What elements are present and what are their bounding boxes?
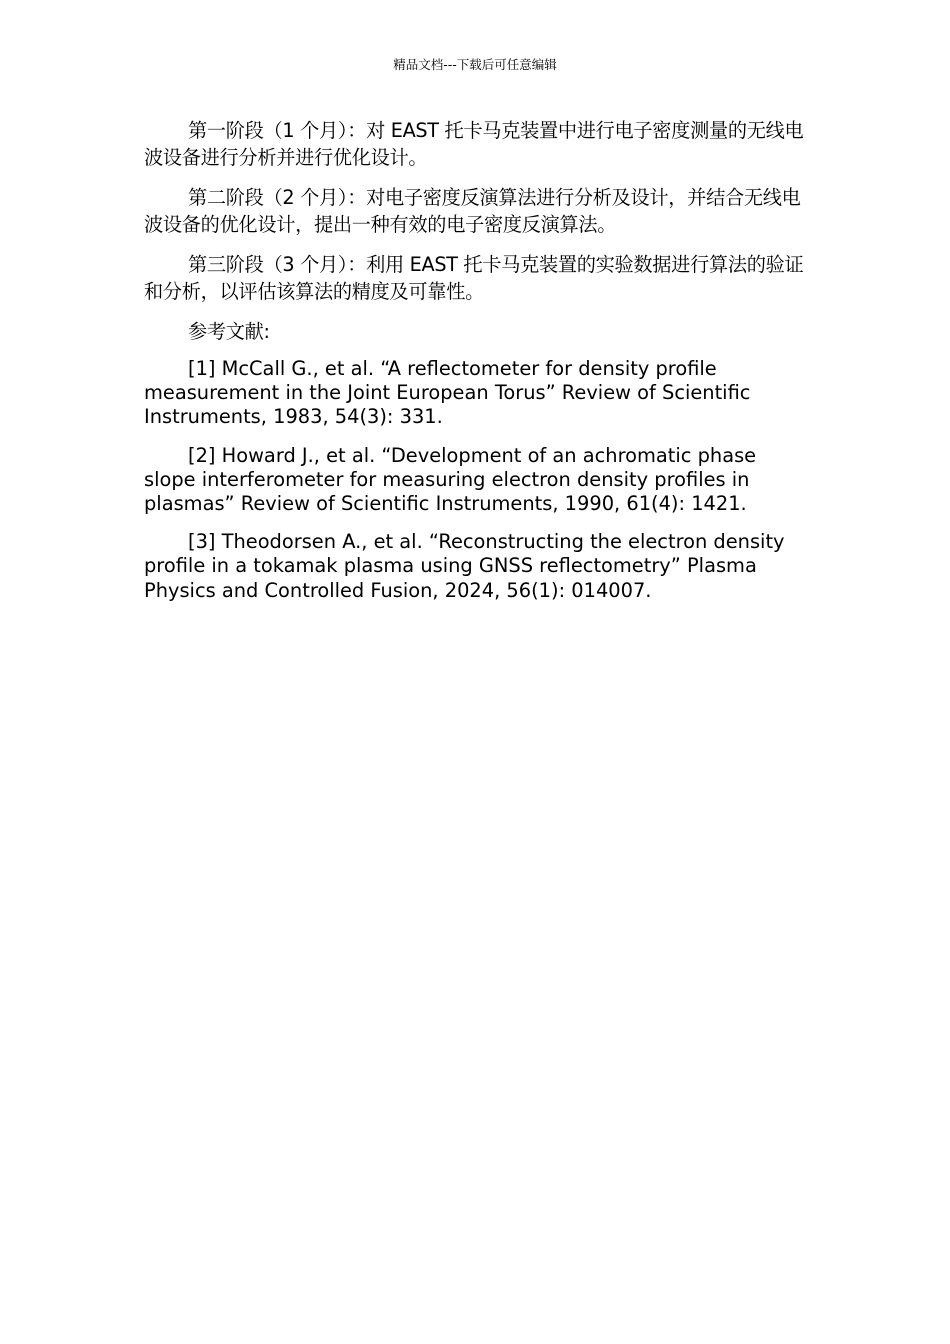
document-body	[144, 117, 809, 617]
reference-item-2: [2] Howard J., et al. “Development of an achromatic phase slope interferometer for measuring electron density profiles in plasmas” Review of Scientific Instruments, 1990, 61(4): 1421.	[144, 443, 757, 516]
paragraph-stage-1: 第一阶段（1 个月）：对 EAST 托卡马克装置中进行电子密度测量的无线电波设备进行分析并进行优化设计。	[144, 119, 804, 169]
references-heading: 参考文献:	[188, 320, 270, 343]
page-header: 精品文档---下载后可任意编辑	[393, 57, 557, 72]
paragraph-stage-3: 第三阶段（3 个月）：利用 EAST 托卡马克装置的实验数据进行算法的验证和分析，以评估该算法的精度及可靠性。	[144, 253, 804, 303]
reference-item-1: [1] McCall G., et al. “A reflectometer for density profile measurement in the Joint European Torus” Review of Scientific Instruments, 1983, 54(3): 331.	[144, 357, 751, 429]
reference-item-3: [3] Theodorsen A., et al. “Reconstructing the electron density profile in a tokamak plasma using GNSS reflectometry” Plasma Physics and Controlled Fusion, 2024, 56(1): 014007.	[144, 530, 785, 602]
paragraph-stage-2: 第二阶段（2 个月）：对电子密度反演算法进行分析及设计，并结合无线电波设备的优化设计，提出一种有效的电子密度反演算法。	[144, 186, 801, 236]
